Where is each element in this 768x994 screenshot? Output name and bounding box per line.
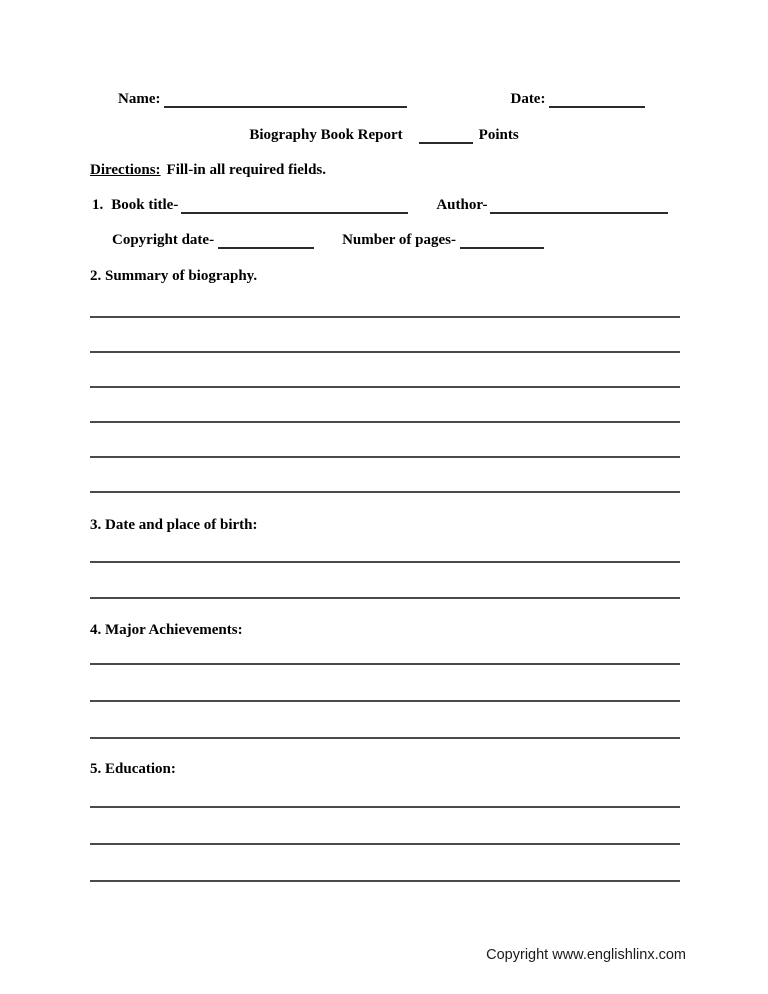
item1-number: 1. <box>92 197 104 213</box>
write-line[interactable] <box>90 737 680 739</box>
points-label: Points <box>478 127 519 143</box>
book-title-label: Book title- <box>111 197 179 213</box>
book-title-field[interactable] <box>181 200 408 214</box>
write-line[interactable] <box>90 843 680 845</box>
author-field[interactable] <box>490 200 668 214</box>
page-title: Biography Book Report <box>249 127 403 143</box>
copyright-date-label: Copyright date- <box>112 232 215 248</box>
education-write-lines <box>90 806 680 917</box>
copyright-footer: Copyright www.englishlinx.com <box>486 947 686 963</box>
directions-row <box>90 162 326 179</box>
write-line[interactable] <box>90 386 680 388</box>
write-line[interactable] <box>90 663 680 665</box>
section-heading-education: 5. Education: <box>90 761 176 777</box>
directions-text: Fill-in all required fields. <box>166 162 327 178</box>
section-heading-birth: 3. Date and place of birth: <box>90 517 258 533</box>
write-line[interactable] <box>90 880 680 882</box>
write-line[interactable] <box>90 316 680 318</box>
number-of-pages-label: Number of pages- <box>342 232 456 248</box>
section-heading-achievements: 4. Major Achievements: <box>90 622 243 638</box>
write-line[interactable] <box>90 806 680 808</box>
date-label: Date: <box>510 91 546 107</box>
write-line[interactable] <box>90 700 680 702</box>
section-heading-summary: 2. Summary of biography. <box>90 268 258 284</box>
name-label: Name: <box>118 91 161 107</box>
write-line[interactable] <box>90 561 680 563</box>
date-field[interactable] <box>549 94 645 108</box>
write-line[interactable] <box>90 491 680 493</box>
name-date-row <box>118 91 645 108</box>
write-line[interactable] <box>90 351 680 353</box>
book-title-row <box>92 197 668 214</box>
copyright-date-field[interactable] <box>218 235 314 249</box>
summary-write-lines <box>90 316 680 526</box>
author-label: Author- <box>436 197 488 213</box>
write-line[interactable] <box>90 421 680 423</box>
points-field[interactable] <box>419 130 473 144</box>
write-line[interactable] <box>90 597 680 599</box>
achievements-write-lines <box>90 663 680 774</box>
write-line[interactable] <box>90 456 680 458</box>
number-of-pages-field[interactable] <box>460 235 544 249</box>
name-field[interactable] <box>164 94 407 108</box>
copyright-pages-row <box>112 232 544 249</box>
title-row <box>0 127 768 144</box>
directions-label: Directions: <box>90 162 161 178</box>
